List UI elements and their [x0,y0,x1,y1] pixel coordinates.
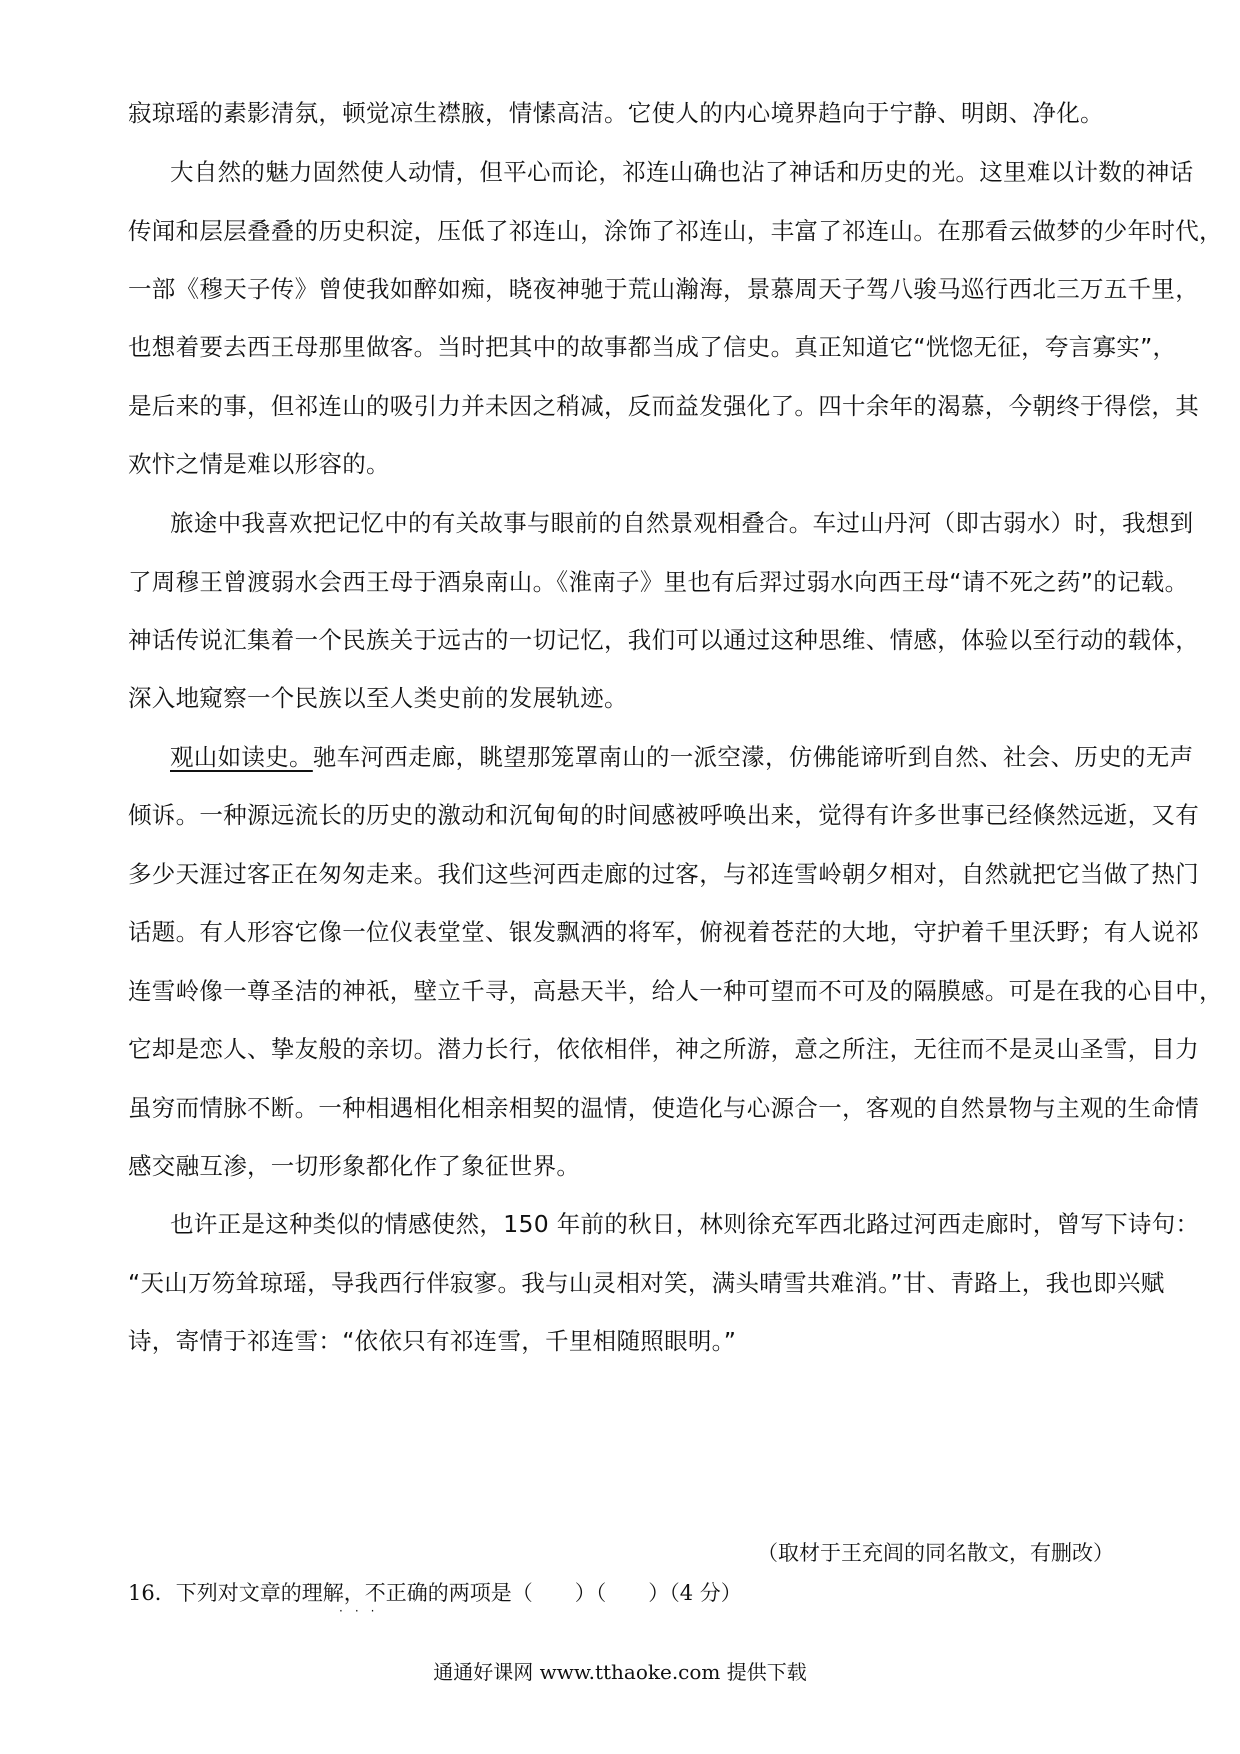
paragraph-line: 话题。有人形容它像一位仪表堂堂、银发飘洒的将军，俯视着苍茫的大地，守护着千里沃野；有人说祁 [128,918,1199,946]
paragraph-line: 虽穷而情脉不断。一种相遇相化相亲相契的温情，使造化与心源合一，客观的自然景物与主观的生命情 [128,1094,1199,1122]
paragraph-line: 神话传说汇集着一个民族关于远古的一切记忆，我们可以通过这种思维、情感，体验以至行动的载体， [128,626,1199,654]
paragraph-line: 传闻和层层叠叠的历史积淀，压低了祁连山，涂饰了祁连山，丰富了祁连山。在那看云做梦的少年时代， [128,217,1223,245]
question-16: 16．下列对文章的理解，不正确的两项是（ ）（ ）（4 分） [128,1581,742,1605]
paragraph-line: 也想着要去西王母那里做客。当时把其中的故事都当成了信史。真正知道它“恍惚无征，夸言寡实”， [128,333,1177,361]
paragraph-line: 感交融互渗，一切形象都化作了象征世界。 [128,1152,581,1180]
underlined-phrase: 观山如读史。 [170,743,313,771]
paragraph-line: 大自然的魅力固然使人动情，但平心而论，祁连山确也沾了神话和历史的光。这里难以计数的神话 [170,158,1194,186]
paragraph-line: 深入地窥察一个民族以至人类史前的发展轨迹。 [128,684,628,712]
paragraph-text: 驰车河西走廊，眺望那笼罩南山的一派空濛，仿佛能谛听到自然、社会、历史的无声 [312,743,1194,771]
paragraph-line [128,742,1194,772]
source-note: （取材于王充闾的同名散文，有删改） [757,1541,1114,1565]
paragraph-line: 诗，寄情于祁连雪：“依依只有祁连雪，千里相随照眼明。” [128,1327,737,1355]
paragraph-line: 一部《穆天子传》曾使我如醉如痴，晓夜神驰于荒山瀚海，景慕周天子驾八骏马巡行西北三万五千里， [128,275,1199,303]
paragraph-line: 了周穆王曾渡弱水会西王母于酒泉南山。《淮南子》里也有后羿过弱水向西王母“请不死之药”的记载。 [128,568,1189,596]
page-footer: 通通好课网 www.tthaoke.com 提供下载 [433,1660,807,1684]
paragraph-line: 它却是恋人、挚友般的亲切。潜力长行，依依相伴，神之所游，意之所注，无往而不是灵山圣雪，目力 [128,1035,1199,1063]
emphasis-dots: ··· [339,1604,387,1618]
paragraph-line: 欢忭之情是难以形容的。 [128,450,390,478]
paragraph-line: “天山万笏耸琼瑶，导我西行伴寂寥。我与山灵相对笑，满头晴雪共难消。”甘、青路上，我也即兴赋 [128,1269,1165,1297]
paragraph-line: 也许正是这种类似的情感使然，150 年前的秋日，林则徐充军西北路过河西走廊时，曾写下诗句： [170,1210,1200,1238]
paragraph-line: 倾诉。一种源远流长的历史的激动和沉甸甸的时间感被呼唤出来，觉得有许多世事已经倏然远逝，又有 [128,801,1199,829]
paragraph-line: 旅途中我喜欢把记忆中的有关故事与眼前的自然景观相叠合。车过山丹河（即古弱水）时，我想到 [170,509,1194,537]
paragraph-line: 是后来的事，但祁连山的吸引力并未因之稍减，反而益发强化了。四十余年的渴慕，今朝终于得偿，其 [128,392,1199,420]
paragraph-line: 寂琼瑶的素影清氛，顿觉凉生襟腋，情愫高洁。它使人的内心境界趋向于宁静、明朗、净化。 [128,99,1104,127]
paragraph-line: 多少天涯过客正在匆匆走来。我们这些河西走廊的过客，与祁连雪岭朝夕相对，自然就把它当做了热门 [128,860,1199,888]
paragraph-line: 连雪岭像一尊圣洁的神祇，壁立千寻，高悬天半，给人一种可望而不可及的隔膜感。可是在我的心目中， [128,977,1223,1005]
